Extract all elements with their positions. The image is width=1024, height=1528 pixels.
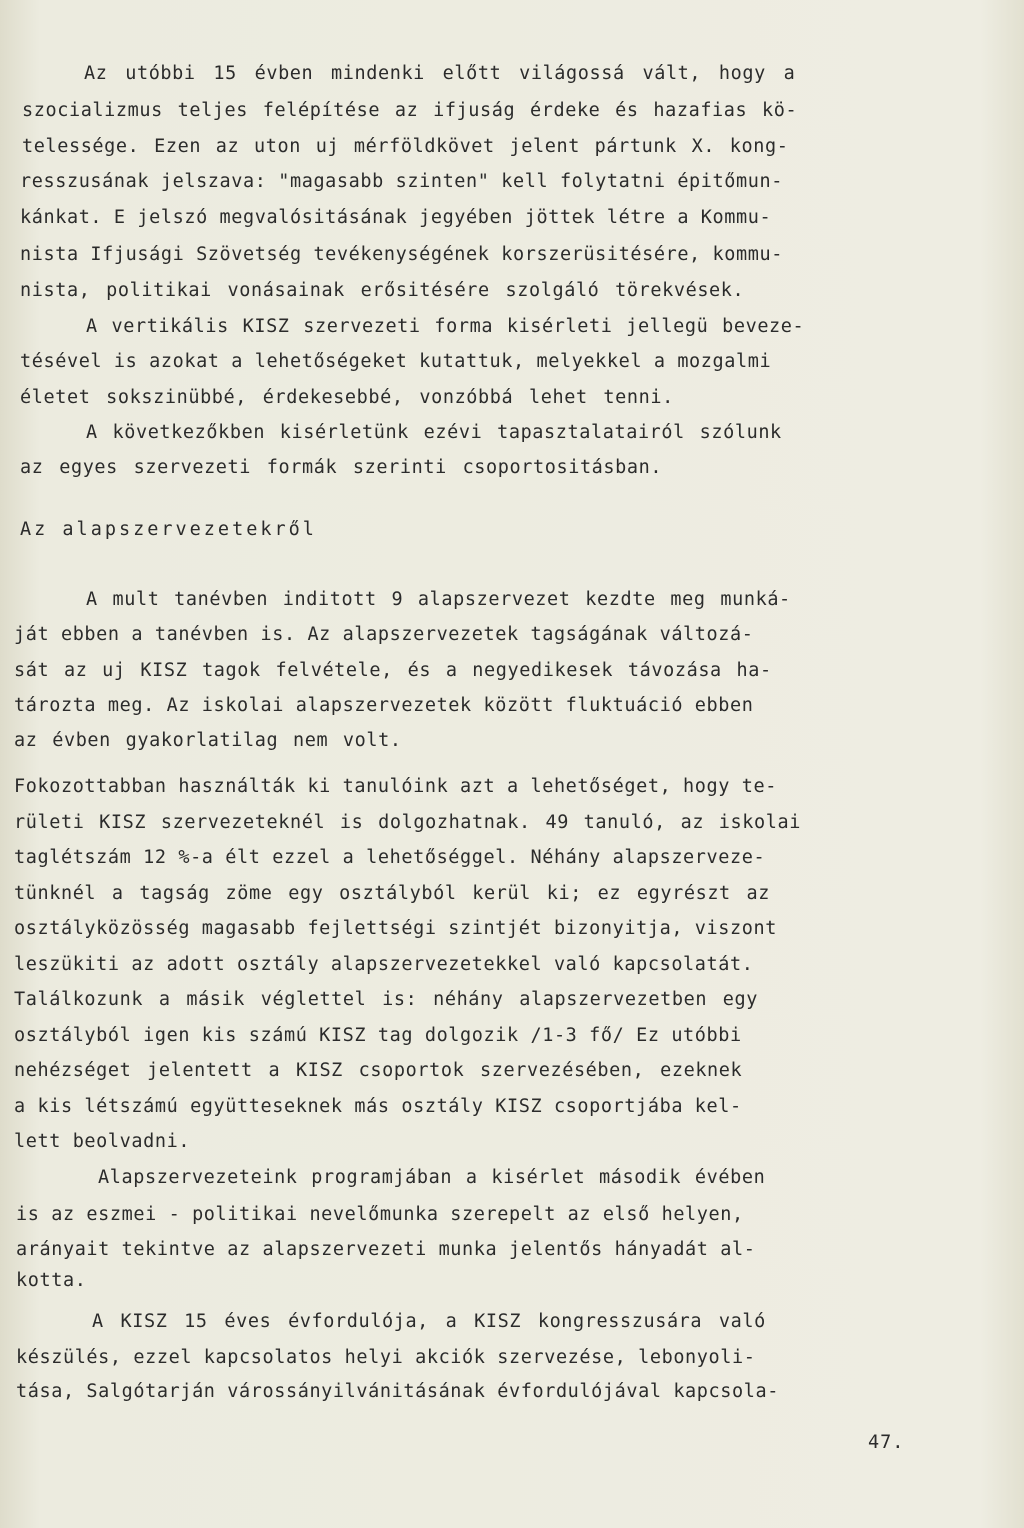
text-line: arányait tekintve az alapszervezeti munka jelentős hányadát al- (16, 1239, 756, 1260)
page-number: 47. (868, 1432, 905, 1453)
text-line: Fokozottabban használták ki tanulóink azt a lehetőséget, hogy te- (14, 776, 777, 797)
text-line: szocializmus teljes felépítése az ifjuság érdeke és hazafias kö- (22, 100, 798, 121)
text-line: osztályból igen kis számú KISZ tag dolgozik /1-3 fő/ Ez utóbbi (14, 1025, 742, 1046)
text-line: tása, Salgótarján várossányilvánitásának évfordulójával kapcsola- (16, 1381, 779, 1402)
text-line: Alapszervezeteink programjában a kisérlet második évében (98, 1167, 766, 1188)
text-line: a kis létszámú együtteseknek más osztály KISZ csoportjába kel- (14, 1096, 742, 1117)
text-line: készülés, ezzel kapcsolatos helyi akciók szervezése, lebonyoli- (16, 1347, 756, 1368)
text-line: kotta. (16, 1270, 87, 1291)
text-line: Találkozunk a másik véglettel is: néhány alapszervezetben egy (14, 989, 759, 1010)
text-line: életet sokszinübbé, érdekesebbé, vonzóbbá lehet tenni. (20, 387, 674, 408)
text-line: nehézséget jelentett a KISZ csoportok szervezésében, ezeknek (14, 1060, 743, 1081)
text-line: telessége. Ezen az uton uj mérföldkövet jelent pártunk X. kong- (22, 136, 789, 157)
section-heading: Az alapszervezetekről (20, 519, 317, 540)
text-line: lett beolvadni. (14, 1131, 191, 1152)
text-line: leszükiti az adott osztály alapszervezetekkel való kapcsolatát. (14, 954, 754, 975)
text-line: osztályközösség magasabb fejlettségi szintjét bizonyitja, viszont (14, 918, 777, 939)
text-line: taglétszám 12 %-a élt ezzel a lehetőséggel. Néhány alapszerveze- (14, 847, 766, 868)
text-line: A következőkben kisérletünk ezévi tapasztalatairól szólunk (86, 422, 782, 443)
text-line: tározta meg. Az iskolai alapszervezetek között fluktuáció ebben (14, 695, 754, 716)
text-line: nista Ifjusági Szövetség tevékenységének korszerüsitésére, kommu- (20, 244, 783, 265)
text-line: az évben gyakorlatilag nem volt. (14, 730, 402, 751)
text-line: A vertikális KISZ szervezeti forma kisérleti jellegü beveze- (86, 316, 805, 337)
text-line: tésével is azokat a lehetőségeket kutattuk, melyekkel a mozgalmi (20, 351, 772, 372)
text-line: resszusának jelszava: "magasabb szinten" kell folytatni épitőmun- (20, 171, 783, 192)
text-line: tünknél a tagság zöme egy osztályból kerül ki; ez egyrészt az (14, 883, 771, 904)
text-line: ját ebben a tanévben is. Az alapszervezetek tagságának változá- (14, 624, 754, 645)
text-line: rületi KISZ szervezeteknél is dolgozhatnak. 49 tanuló, az iskolai (14, 812, 801, 833)
text-line: sát az uj KISZ tagok felvétele, és a negyedikesek távozása ha- (14, 660, 772, 681)
text-line: A mult tanévben inditott 9 alapszervezet kezdte meg munká- (86, 589, 791, 610)
text-line: az egyes szervezeti formák szerinti csoportositásban. (20, 457, 663, 478)
text-line: is az eszmei - politikai nevelőmunka szerepelt az első helyen, (16, 1204, 744, 1225)
text-line: A KISZ 15 éves évfordulója, a KISZ kongresszusára való (92, 1311, 766, 1332)
text-line: nista, politikai vonásainak erősitésére szolgáló törekvések. (20, 280, 745, 301)
text-line: kánkat. E jelszó megvalósitásának jegyében jöttek létre a Kommu- (20, 207, 772, 228)
text-line: Az utóbbi 15 évben mindenki előtt világossá vált, hogy a (84, 63, 796, 84)
